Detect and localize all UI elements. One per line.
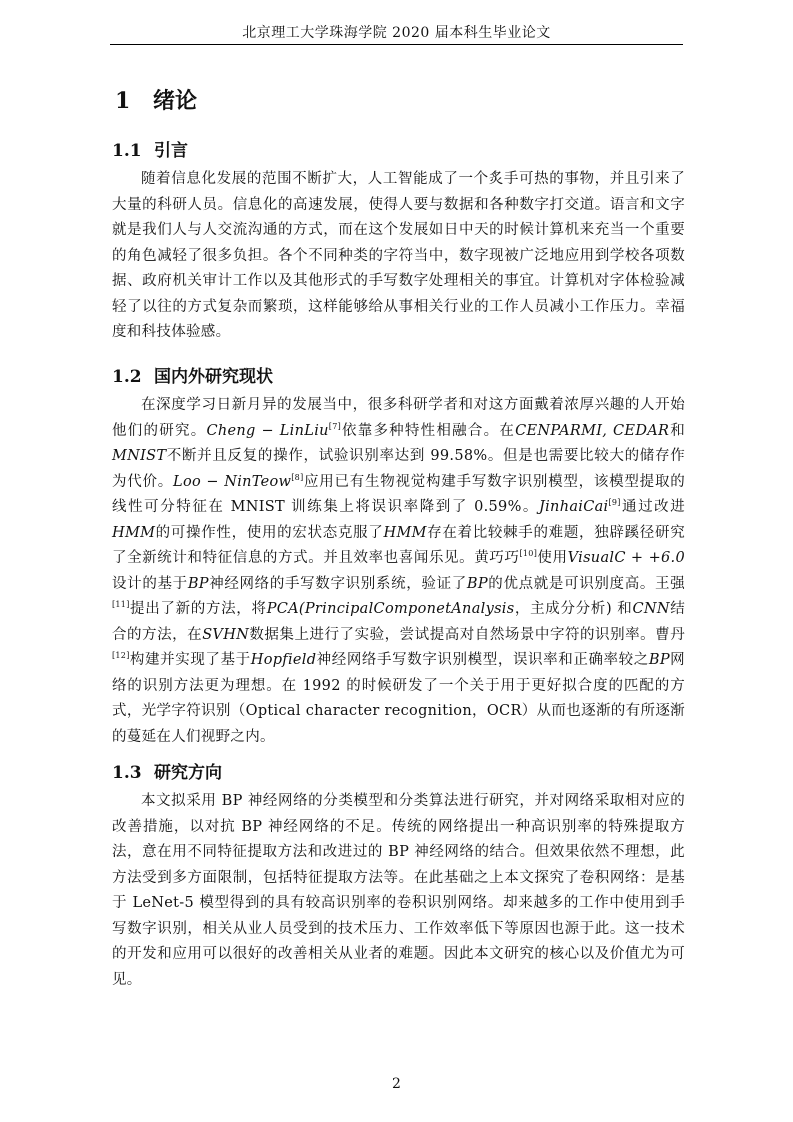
math-term: JinhaiCai	[539, 499, 609, 515]
math-term: Loo − NinTeow	[173, 473, 292, 490]
chapter-number: 1	[115, 88, 131, 114]
math-term: VisualC + +6.0	[567, 550, 685, 566]
chapter-title-text: 绪论	[153, 88, 198, 114]
para-text: 和	[669, 422, 685, 439]
citation-ref: [9]	[608, 498, 621, 508]
para-text: 依靠多种特性相融合。在	[341, 422, 516, 439]
math-term: HMM	[112, 524, 156, 541]
section-paragraph-1-2	[112, 393, 685, 750]
para-text: 不断并且反复的操作，试验识别率达到 99.58%。但是也需要比较大的储存作为代价。	[112, 448, 685, 490]
section-paragraph-1-1: 随着信息化发展的范围不断扩大，人工智能成了一个炙手可热的事物，并且引来了大量的科研人员。信息化的高速发展，使得人要与数据和各种数字打交道。语言和文字就是我们人与人交流沟通的方式，而在这个发展如日中天的时候计算机来充当一个重要的角色减轻了很多负担。各个不同种类的字符当中，数字现被广泛地应用到学校各项数据、政府机关审计工作以及其他形式的手写数字处理相关的事宜。计算机对字体检验减轻了以往的方式复杂而繁琐，这样能够给从事相关行业的工作人员减小工作压力。幸福度和科技体验感。	[112, 171, 685, 340]
math-term: Cheng − LinLiu	[206, 422, 329, 439]
math-term: SVHN	[202, 626, 250, 643]
section-number: 1.1	[112, 141, 142, 161]
para-text: 数据集上进行了实验，尝试提高对自然场景中字符的识别率。曹丹	[249, 626, 685, 643]
math-term: Hopfield	[250, 652, 317, 668]
para-text: 网络的识别方法更为理想。在 1992 的时候研发了一个关于用于更好拟合度的匹配的方式，光学字符识别（Optical character recognition，OCR）从而也逐渐的有所逐渐的蔓延在人们视野之内。	[112, 652, 685, 745]
section-title-text: 研究方向	[154, 763, 222, 783]
section-number: 1.2	[112, 367, 142, 387]
para-text: 的优点就是可识别度高。王强	[487, 575, 685, 592]
citation-ref: [7]	[328, 421, 342, 431]
math-term: BP	[648, 652, 670, 668]
para-text: 设计的基于	[112, 575, 188, 592]
math-term: CNN	[632, 601, 670, 617]
citation-ref: [8]	[291, 472, 304, 482]
para-text: ，主成分分析) 和	[514, 601, 633, 617]
para-text: 结合的方法，在	[112, 601, 685, 643]
math-term: BP	[466, 575, 488, 592]
section-title-text: 引言	[154, 141, 188, 161]
header-rule	[110, 44, 683, 45]
section-heading-1-2	[112, 362, 273, 387]
math-term: CENPARMI, CEDAR	[515, 422, 670, 439]
para-text: 神经网络手写数字识别模型，误识率和正确率较之	[316, 652, 649, 668]
citation-ref: [11]	[112, 600, 130, 610]
math-term: MNIST	[112, 448, 167, 464]
math-term: PCA(PrincipalComponetAnalysis	[266, 601, 515, 617]
para-text: 提出了新的方法，将	[129, 601, 267, 617]
page-number: 2	[392, 1076, 401, 1092]
section-heading-1-1	[112, 136, 188, 161]
para-text: 应用已有生物视觉构建手写数字识别模型，该模型提取的线性可分特征在 MNIST 训练集上将误识率降到了 0.59%。	[112, 473, 686, 515]
para-text: 的可操作性，使用的宏状态克服了	[155, 524, 384, 541]
math-term: HMM	[383, 524, 427, 541]
section-number: 1.3	[112, 763, 142, 783]
math-term: BP	[187, 575, 209, 592]
para-text: 在深度学习日新月异的发展当中，很多科研学者和对这方面戴着浓厚兴趣的人开始他们的研究。	[112, 397, 685, 439]
chapter-title	[115, 84, 197, 115]
para-text: 通过改进	[620, 499, 686, 515]
para-text: 存在着比较棘手的难题，独辟蹊径研究了全新统计和特征信息的方式。并且效率也喜闻乐见。黄巧巧	[112, 524, 685, 566]
citation-ref: [12]	[112, 651, 130, 661]
para-text: 使用	[537, 550, 568, 566]
section-heading-1-3	[112, 758, 222, 783]
para-text: 神经网络的手写数字识别系统，验证了	[208, 575, 467, 592]
citation-ref: [10]	[519, 549, 538, 559]
section-title-text: 国内外研究现状	[154, 367, 273, 387]
para-text: 构建并实现了基于	[129, 652, 251, 668]
section-paragraph-1-3: 本文拟采用 BP 神经网络的分类模型和分类算法进行研究，并对网络采取相对应的改善措施，以对抗 BP 神经网络的不足。传统的网络提出一种高识别率的特殊提取方法，意在用不同特征提取方法和改进过的 BP 神经网络的结合。但效果依然不理想，此方法受到多方面限制，包括特征提取方法等。在此基础之上本文探究了卷积网络：是基于 LeNet-5 模型得到的具有较高识别率的卷积识别网络。却来越多的工作中使用到手写数字识别，相关从业人员受到的技术压力、工作效率低下等原因也源于此。这一技术的开发和应用可以很好的改善相关从业者的难题。因此本文研究的核心以及价值尤为可见。	[112, 793, 685, 988]
running-header: 北京理工大学珠海学院 2020 届本科生毕业论文	[242, 25, 551, 41]
